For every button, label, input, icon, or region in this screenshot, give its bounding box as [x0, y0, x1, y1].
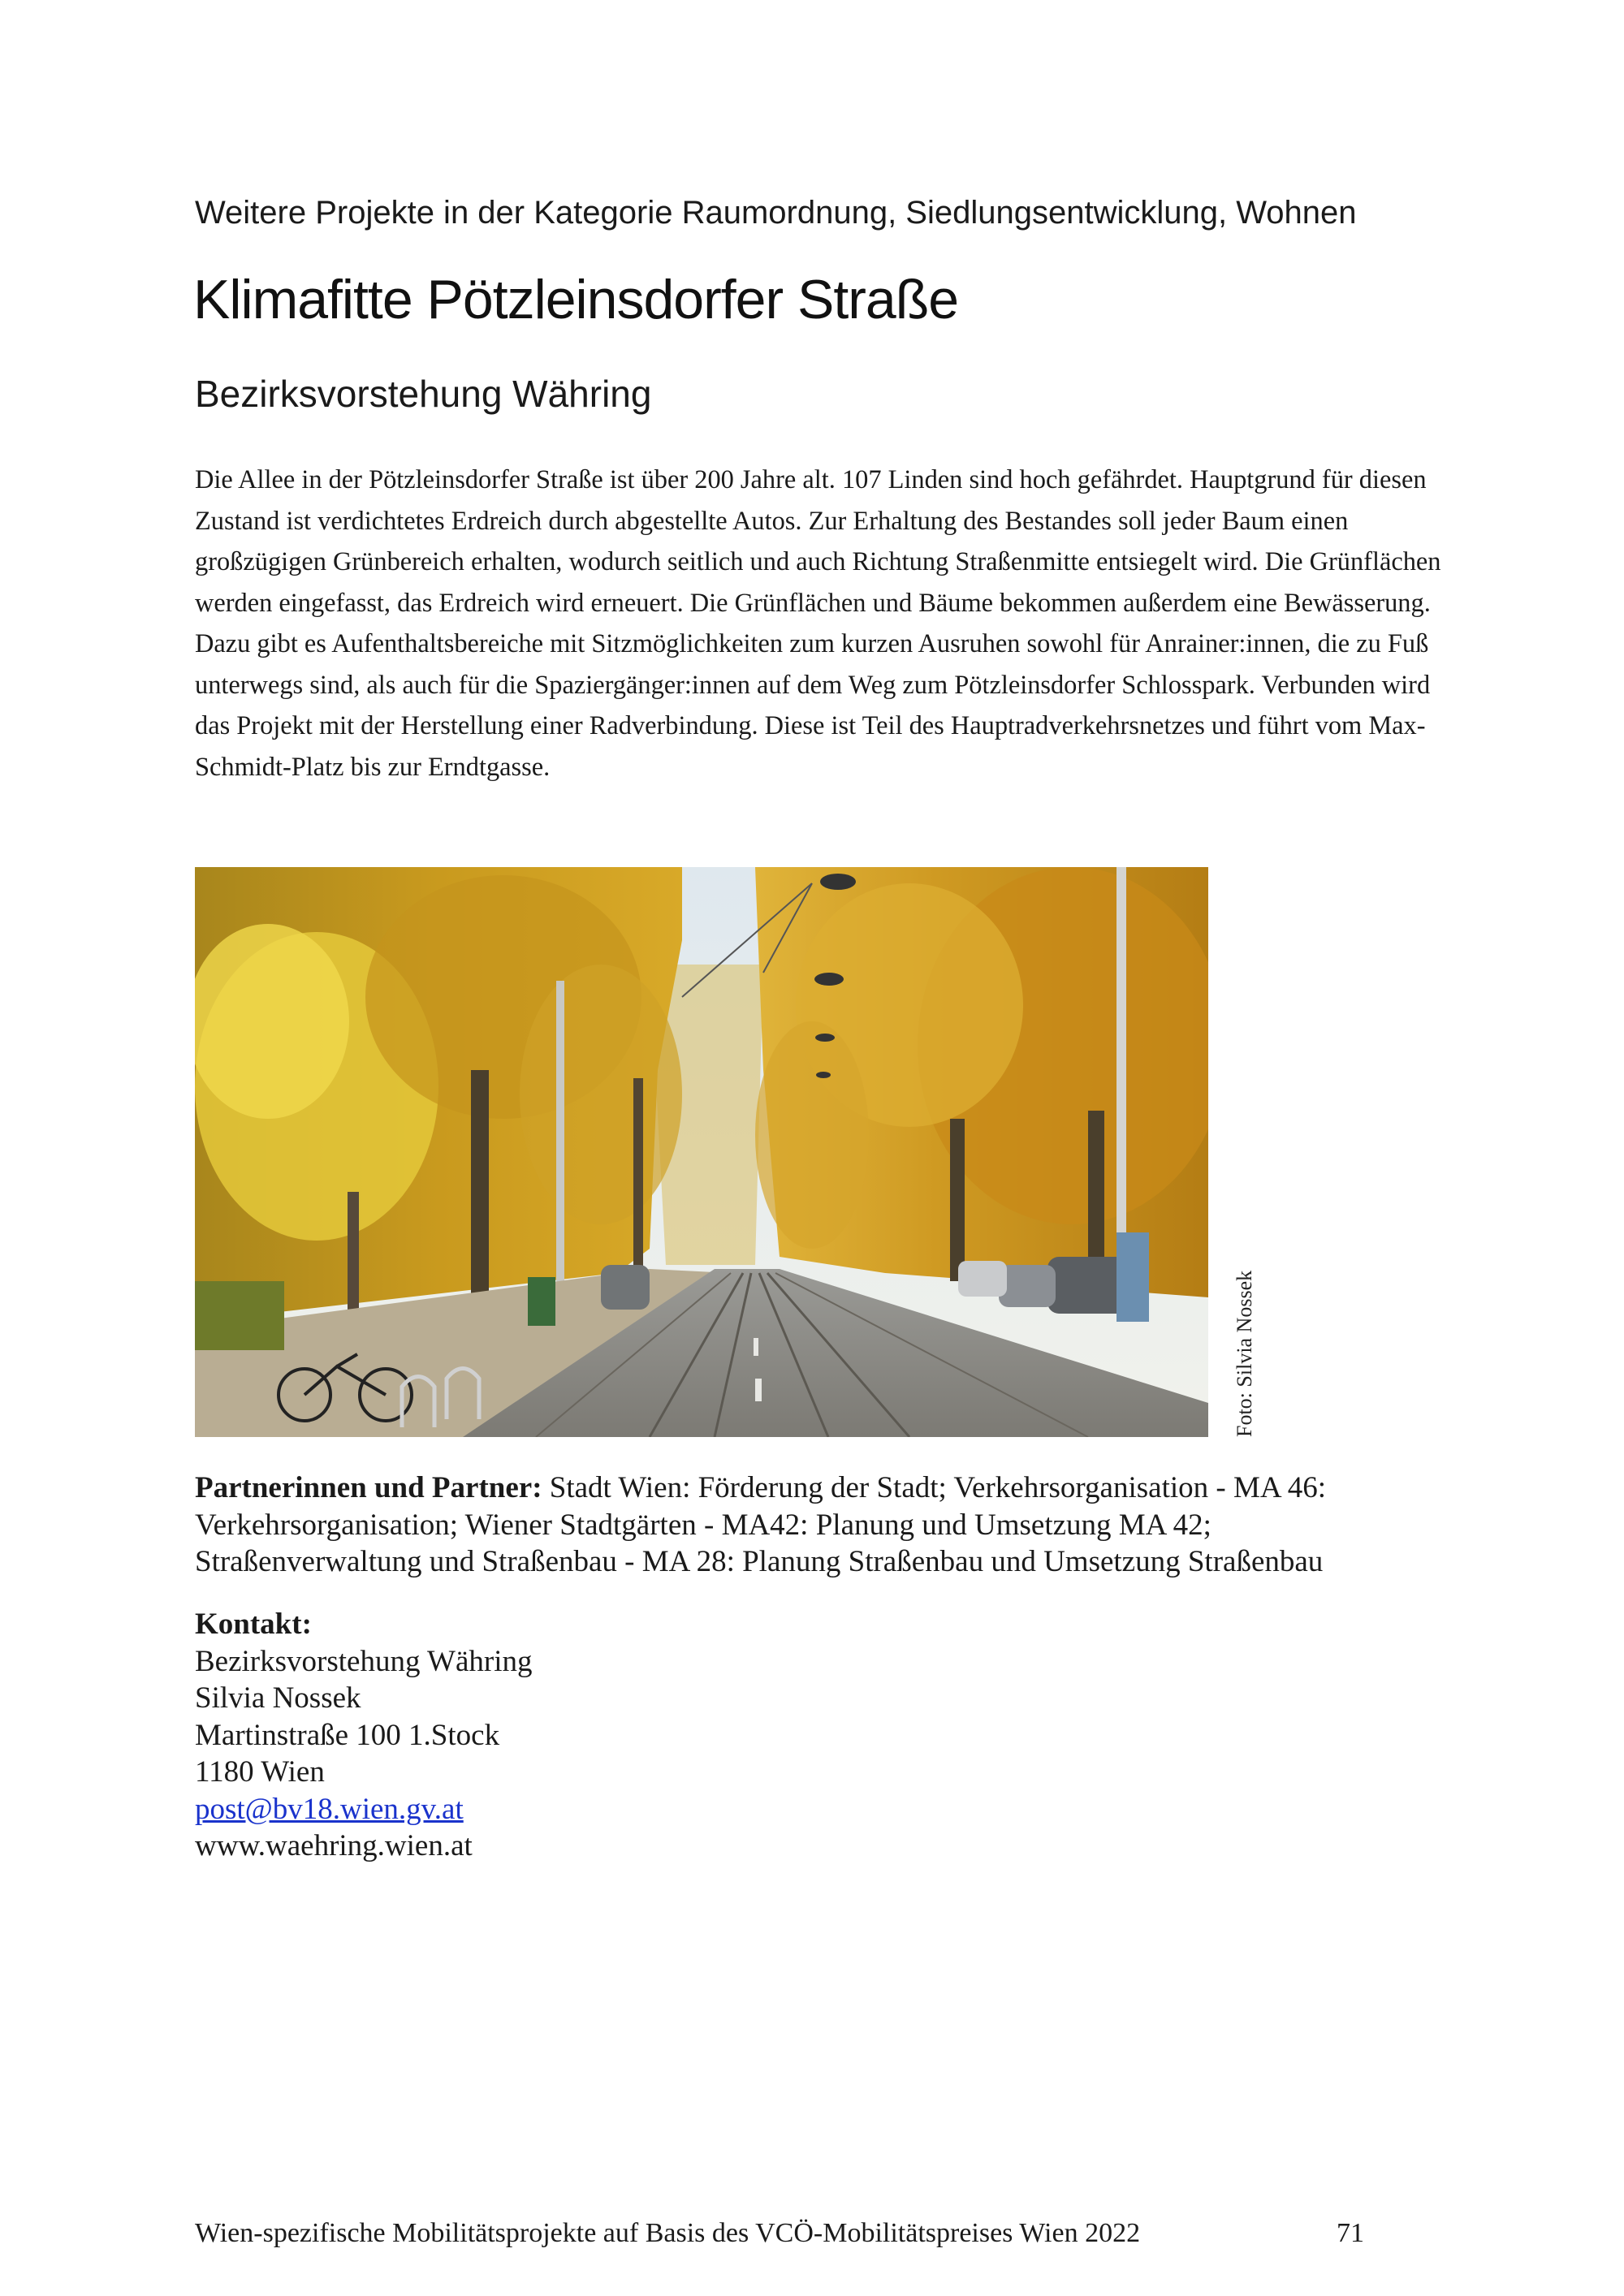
contact-street: Martinstraße 100 1.Stock	[195, 1718, 500, 1752]
street-photo	[195, 867, 1208, 1437]
page-footer: Wien-spezifische Mobilitätsprojekte auf Basis des VCÖ-Mobilitätspreises Wien 2022	[195, 2218, 1141, 2248]
partners-text: Stadt Wien: Förderung der Stadt; Verkehrsorganisation - MA 46: Verkehrsorganisation; Wiener Stadtgärten - MA42: Planung und Umsetzung MA 42; Straßenverwaltung und Straßenbau - MA 28: Planung Straßenbau und Umsetzung Straßenbau	[195, 1471, 1327, 1578]
partners-paragraph	[195, 1470, 1445, 1581]
contact-person: Silvia Nossek	[195, 1681, 361, 1715]
body-paragraph: Die Allee in der Pötzleinsdorfer Straße ist über 200 Jahre alt. 107 Linden sind hoch gefährdet. Hauptgrund für diesen Zustand ist verdichtetes Erdreich durch abgestellte Autos. Zur Erhaltung des Bestandes soll jeder Baum einen großzügigen Grünbereich erhalten, wodurch seitlich und auch Richtung Straßenmitte entsiegelt wird. Die Grünflächen werden eingefasst, das Erdreich wird erneuert. Die Grünflächen und Bäume bekommen außerdem eine Bewässerung. Dazu gibt es Aufenthaltsbereiche mit Sitzmöglichkeiten zum kurzen Ausruhen sowohl für Anrainer:innen, die zu Fuß unterwegs sind, als auch für die Spaziergänger:innen auf dem Weg zum Pötzleinsdorfer Schlosspark. Verbunden wird das Projekt mit der Herstellung einer Radverbindung. Diese ist Teil des Hauptradverkehrsnetzes und führt vom Max-Schmidt-Platz bis zur Erndtgasse.	[195, 465, 1441, 782]
contact-organization: Bezirksvorstehung Währing	[195, 1644, 533, 1678]
partners-label: Partnerinnen und Partner:	[195, 1471, 542, 1504]
page-number: 71	[1337, 2218, 1364, 2248]
page-title: Klimafitte Pötzleinsdorfer Straße	[193, 269, 959, 330]
street-photo-illustration	[195, 867, 1208, 1437]
contact-city: 1180 Wien	[195, 1755, 325, 1789]
photo-credit: Foto: Silvia Nossek	[1233, 1270, 1256, 1437]
contact-website: www.waehring.wien.at	[195, 1829, 473, 1862]
contact-email-link[interactable]: post@bv18.wien.gv.at	[195, 1792, 464, 1826]
contact-block	[195, 1606, 532, 1865]
contact-heading: Kontakt:	[195, 1608, 312, 1641]
category-heading: Weitere Projekte in der Kategorie Raumordnung, Siedlungsentwicklung, Wohnen	[195, 195, 1357, 231]
page-subtitle: Bezirksvorstehung Währing	[195, 373, 652, 415]
